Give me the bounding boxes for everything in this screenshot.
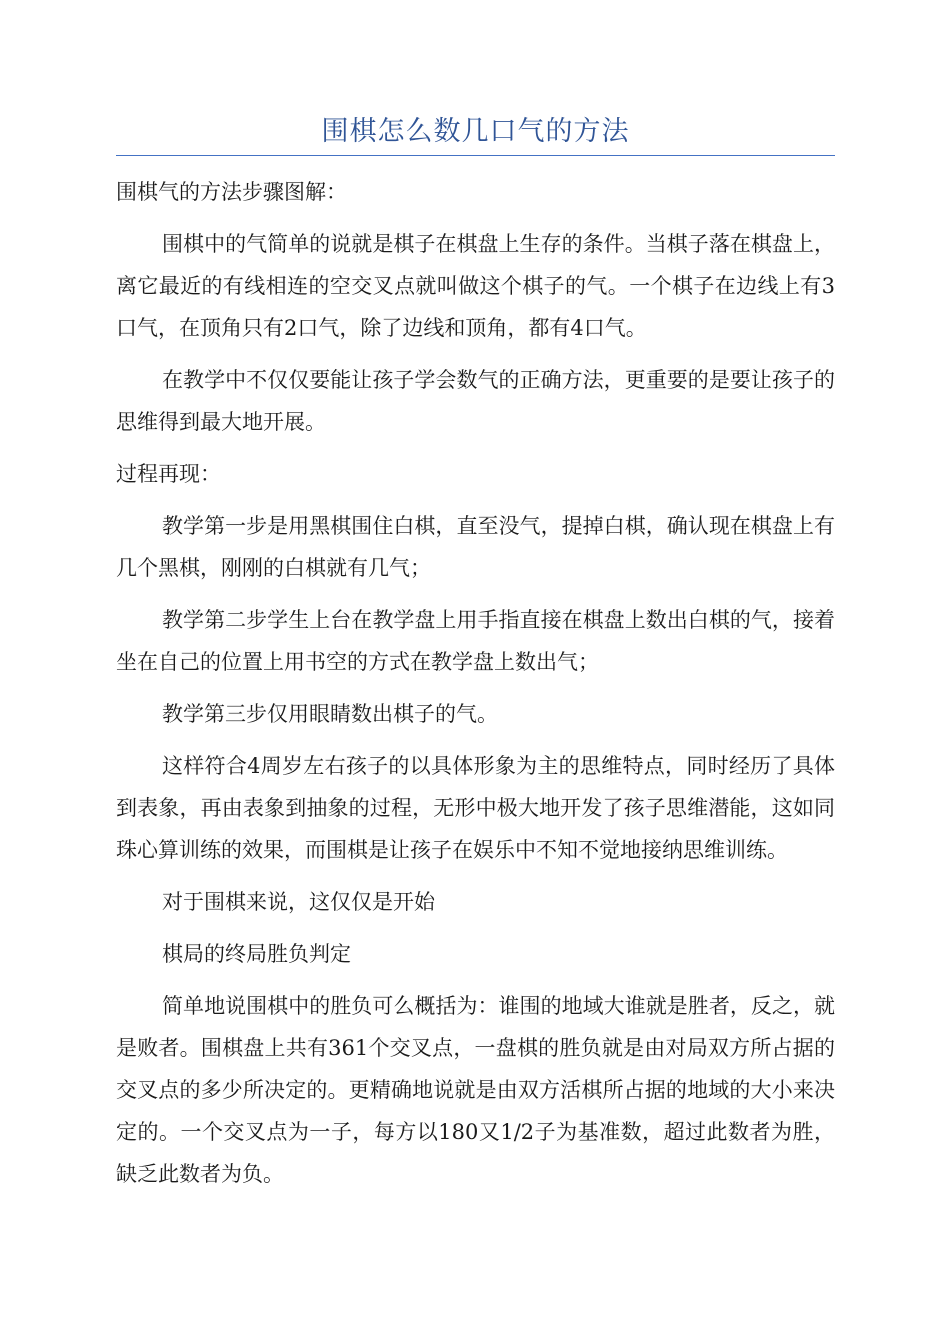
paragraph-teaching-goal: 在教学中不仅仅要能让孩子学会数气的正确方法，更重要的是要让孩子的思维得到最大地开展。	[116, 368, 835, 434]
paragraph-scoring: 简单地说围棋中的胜负可么概括为：谁围的地域大谁就是胜者，反之，就是败者。围棋盘上共有361个交叉点，一盘棋的胜负就是由对局双方所占据的交叉点的多少所决定的。更精确地说就是由双方活棋所占据的地域的大小来决定的。一个交叉点为一子，每方以180又1/2子为基准数，超过此数者为胜，缺乏此数者为负。	[116, 994, 835, 1186]
document-title: 围棋怎么数几口气的方法	[321, 116, 630, 147]
paragraph-endgame-heading: 棋局的终局胜负判定	[162, 942, 351, 966]
paragraph-step-one: 教学第一步是用黑棋围住白棋，直至没气，提掉白棋，确认现在棋盘上有几个黑棋，刚刚的白棋就有几气；	[116, 514, 835, 580]
title-underline	[116, 155, 835, 156]
paragraph-step-three: 教学第三步仅用眼睛数出棋子的气。	[162, 702, 498, 726]
paragraph-beginning: 对于围棋来说，这仅仅是开始	[162, 890, 435, 914]
paragraph-thinking: 这样符合4周岁左右孩子的以具体形象为主的思维特点，同时经历了具体到表象，再由表象到抽象的过程，无形中极大地开发了孩子思维潜能，这如同珠心算训练的效果，而围棋是让孩子在娱乐中不知不觉地接纳思维训练。	[116, 754, 835, 862]
section-heading-process: 过程再现：	[116, 462, 221, 486]
paragraph-step-two: 教学第二步学生上台在教学盘上用手指直接在棋盘上数出白棋的气，接着坐在自己的位置上用书空的方式在教学盘上数出气；	[116, 608, 835, 674]
paragraph-definition: 围棋中的气简单的说就是棋子在棋盘上生存的条件。当棋子落在棋盘上，离它最近的有线相连的空交叉点就叫做这个棋子的气。一个棋子在边线上有3口气，在顶角只有2口气，除了边线和顶角，都有4口气。	[116, 232, 835, 340]
section-heading-steps: 围棋气的方法步骤图解：	[116, 180, 347, 204]
document-body	[116, 171, 835, 1205]
